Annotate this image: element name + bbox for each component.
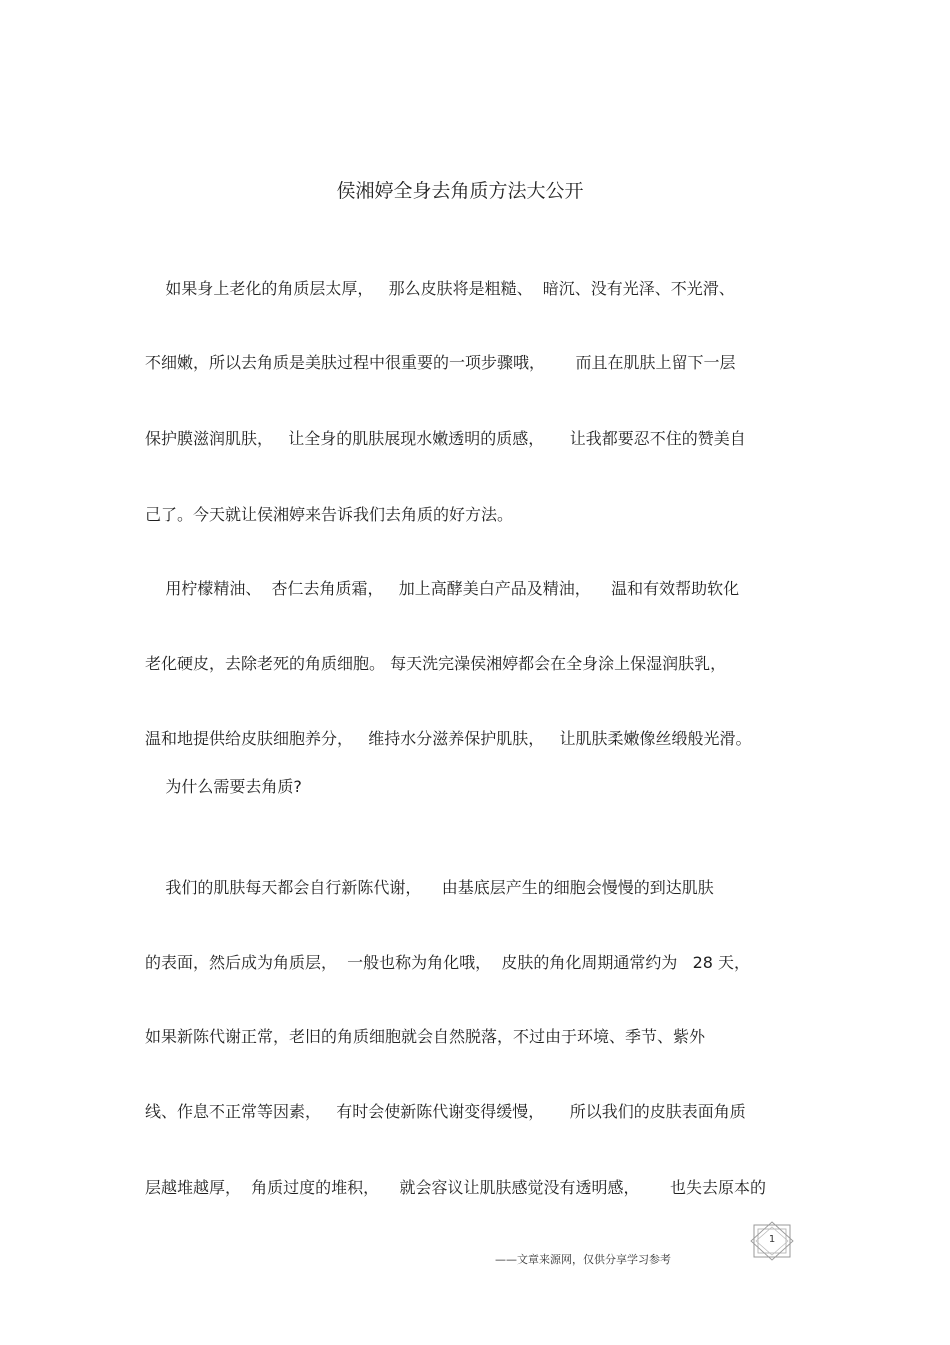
text-line: 如果身上老化的角质层太厚， 那么皮肤将是粗糙、 暗沉、没有光泽、不光滑、 [145,279,735,298]
text-line: 如果新陈代谢正常，老旧的角质细胞就会自然脱落，不过由于环境、季节、紫外 [145,1027,706,1046]
text-line: 用柠檬精油、 杏仁去角质霜， 加上高酵美白产品及精油， 温和有效帮助软化 [145,579,740,598]
text-line: 的表面，然后成为角质层， 一般也称为角化哦， 皮肤的角化周期通常约为 28 天， [145,953,751,972]
text-line: 层越堆越厚， 角质过度的堆积， 就会容议让肌肤感觉没有透明感， 也失去原本的 [145,1178,767,1197]
text-line: 老化硬皮，去除老死的角质细胞。 每天洗完澡侯湘婷都会在全身涂上保湿润肤乳， [145,654,727,673]
text-line: 不细嫩，所以去角质是美肤过程中很重要的一项步骤哦， 而且在肌肤上留下一层 [145,353,736,372]
text-line: 为什么需要去角质? [145,777,302,796]
text-line: 保护膜滋润肌肤， 让全身的肌肤展现水嫩透明的质感， 让我都要忍不住的赞美自 [145,429,746,448]
text-line: 温和地提供给皮肤细胞养分， 维持水分滋养保护肌肤， 让肌肤柔嫩像丝缎般光滑。 [145,729,752,748]
page-number: 1 [768,1234,776,1245]
page-number-badge [749,1221,795,1261]
text-line: 线、作息不正常等因素， 有时会使新陈代谢变得缓慢， 所以我们的皮肤表面角质 [145,1102,746,1121]
text-line: 己了。今天就让侯湘婷来告诉我们去角质的好方法。 [145,505,514,524]
document-title: 侯湘婷全身去角质方法大公开 [336,180,584,202]
source-note: ——文章来源网，仅供分享学习参考 [495,1253,671,1266]
text-line: 我们的肌肤每天都会自行新陈代谢， 由基底层产生的细胞会慢慢的到达肌肤 [145,878,714,897]
